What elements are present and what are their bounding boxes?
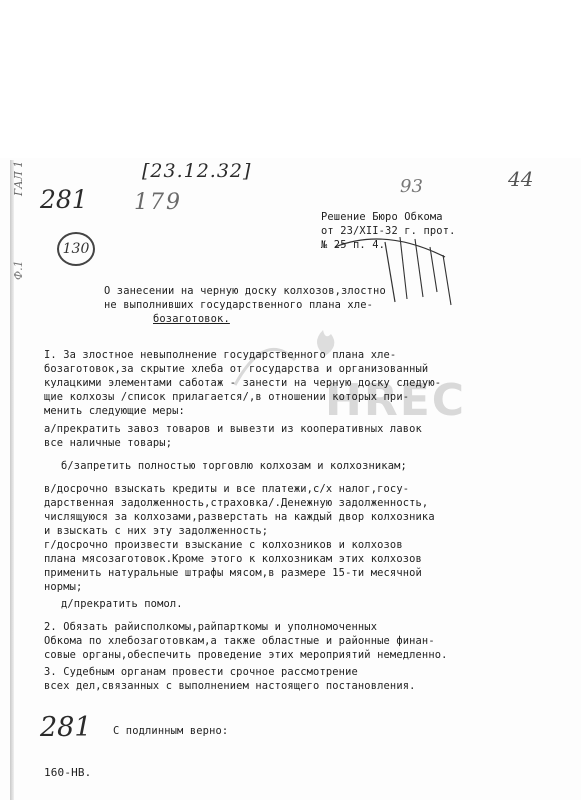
decision-header bbox=[321, 210, 456, 252]
text-line: д/прекратить помол. bbox=[61, 598, 183, 610]
paragraph-b bbox=[61, 459, 407, 473]
text-line: и взыскать с них эту задолженность; bbox=[44, 525, 269, 537]
text-line: бозаготовок,за скрытие хлеба от государства и организованный bbox=[44, 363, 429, 375]
text-line: 3. Судебным органам провести срочное рассмотрение bbox=[44, 666, 358, 678]
watermark-logo: НRЕС bbox=[325, 375, 467, 426]
paragraph-g bbox=[44, 538, 422, 594]
paragraph-a bbox=[44, 422, 422, 450]
text-line: щие колхозы /список прилагается/,в отношении которых при- bbox=[44, 391, 410, 403]
archive-date-note: [23.12.32] bbox=[142, 160, 252, 182]
text-line: менить следующие меры: bbox=[44, 405, 185, 417]
paragraph-3 bbox=[44, 665, 416, 693]
text-line: совые органы,обеспечить проведение этих мероприятий немедленно. bbox=[44, 649, 448, 661]
text-line: все наличные товары; bbox=[44, 437, 173, 449]
paragraph-v bbox=[44, 482, 435, 538]
title-line: не выполнивших государственного плана хле- bbox=[104, 299, 374, 311]
text-line: нормы; bbox=[44, 581, 83, 593]
text-line: всех дел,связанных с выполнением настоящего постановления. bbox=[44, 680, 416, 692]
certification-line: С подлинным верно: bbox=[113, 725, 229, 737]
text-line: кулацкими элементами саботаж - занести на черную доску следую- bbox=[44, 377, 442, 389]
archive-folio-number-top: 281 bbox=[40, 185, 88, 214]
title-line: О занесении на черную доску колхозов,злостно bbox=[104, 285, 386, 297]
text-line: а/прекратить завоз товаров и вывезти из кооперативных лавок bbox=[44, 423, 422, 435]
text-line: 2. Обязать райисполкомы,райпарткомы и уполномоченных bbox=[44, 621, 378, 633]
archive-stamp-number: 93 bbox=[400, 176, 423, 197]
text-line: г/досрочно произвести взыскание с колхозников и колхозов bbox=[44, 539, 403, 551]
circled-number: 130 bbox=[57, 232, 95, 266]
text-line: плана мясозаготовок.Кроме этого к колхозникам этих колхозов bbox=[44, 553, 422, 565]
archive-folio-number-bottom: 281 bbox=[40, 712, 92, 743]
page-edge-shadow bbox=[10, 160, 14, 800]
text-line: Обкома по хлебозаготовкам,а также областные и районные финан- bbox=[44, 635, 435, 647]
text-line: дарственная задолженность,страховка/.Денежную задолженность, bbox=[44, 497, 429, 509]
title-line bbox=[104, 312, 386, 326]
document-footer-code: 160-НВ. bbox=[44, 766, 92, 779]
paragraph-1 bbox=[44, 348, 441, 418]
text-line: числящуюся за колхозами,разверстать на каждый двор колхозника bbox=[44, 511, 435, 523]
text-line: применить натуральные штрафы мясом,в размере 15-ти месячной bbox=[44, 567, 422, 579]
scan-blank-area bbox=[0, 0, 581, 158]
text-line: I. За злостное невыполнение государственного плана хле- bbox=[44, 349, 397, 361]
decision-line: от 23/XII-32 г. прот. bbox=[321, 225, 456, 237]
margin-note-2: Ф.1 bbox=[12, 260, 25, 280]
paragraph-d bbox=[61, 597, 183, 611]
paragraph-2 bbox=[44, 620, 448, 662]
title-line-underlined: бозаготовок. bbox=[153, 313, 230, 325]
decision-line: Решение Бюро Обкома bbox=[321, 211, 443, 223]
document-title bbox=[104, 284, 386, 326]
archive-faint-number: 179 bbox=[134, 190, 182, 215]
archive-page-number: 44 bbox=[508, 167, 534, 191]
margin-note: ГАЛ 1 bbox=[12, 160, 25, 196]
text-line: б/запретить полностью торговлю колхозам и колхозникам; bbox=[61, 460, 407, 472]
text-line: в/досрочно взыскать кредиты и все платежи,с/х налог,госу- bbox=[44, 483, 410, 495]
decision-line: № 25 п. 4. bbox=[321, 239, 386, 251]
